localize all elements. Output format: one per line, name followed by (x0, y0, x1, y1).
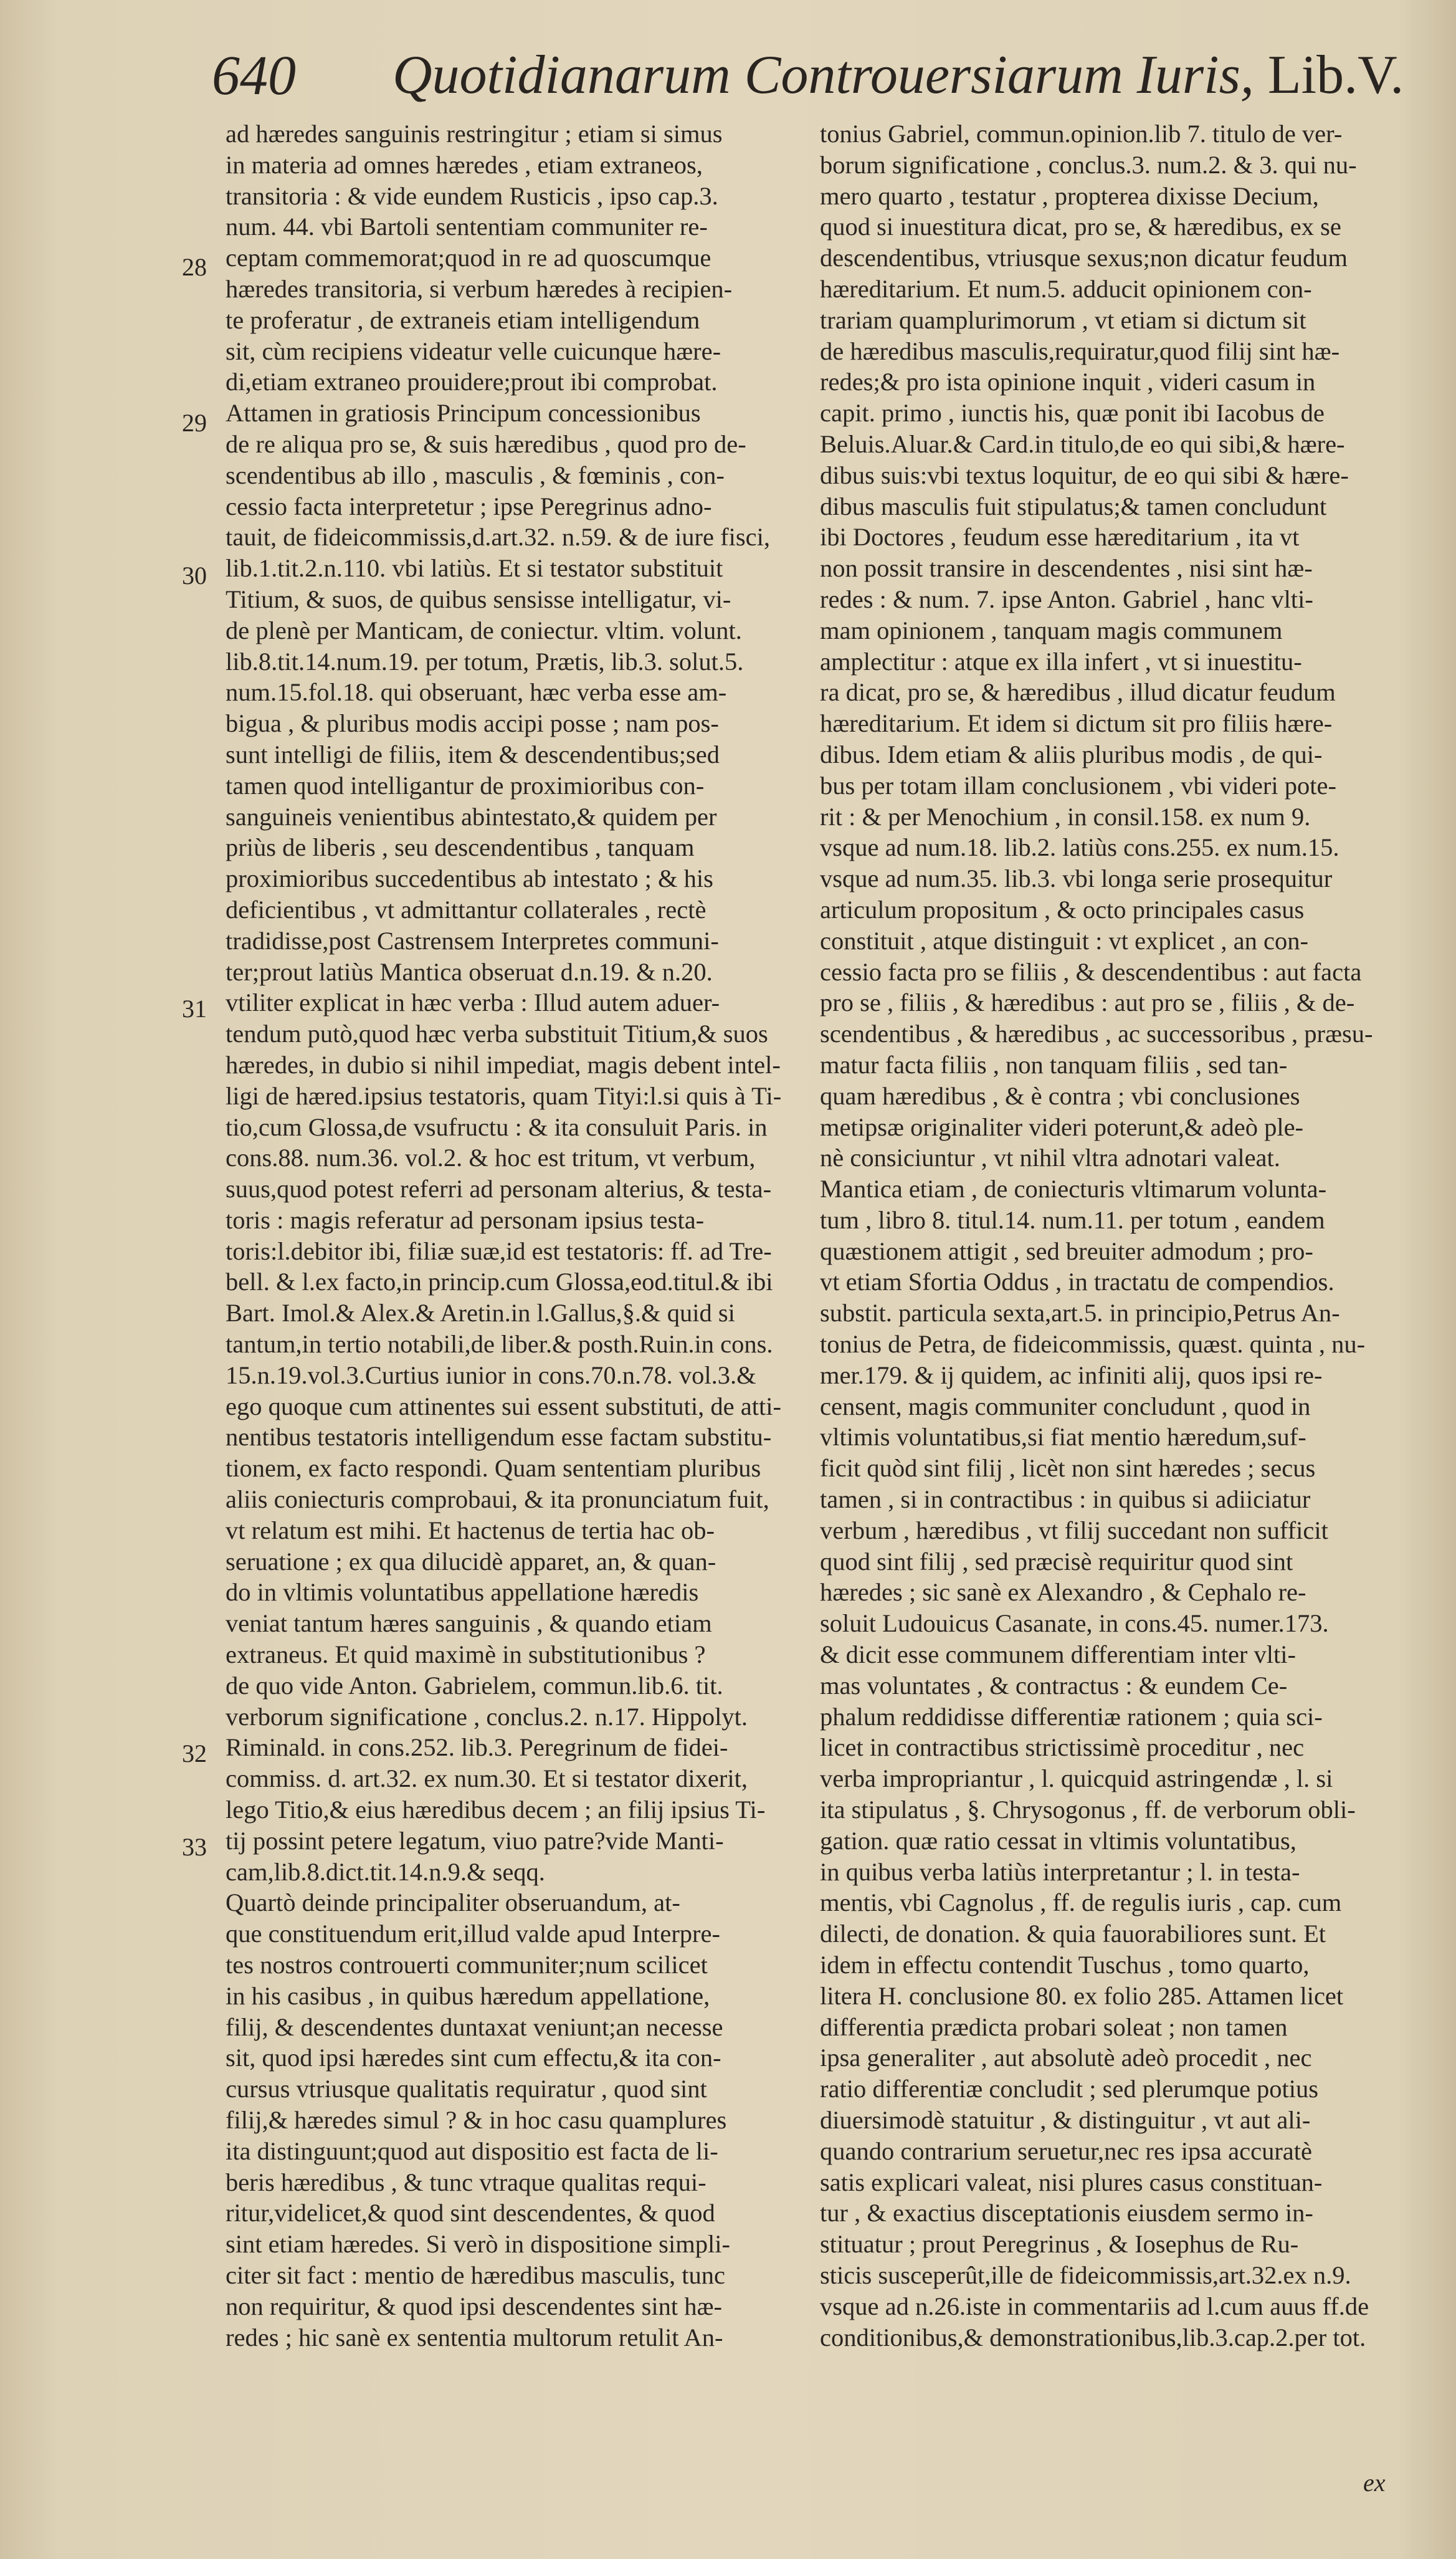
text-line: dibus masculis fuit stipulatus;& tamen concludunt (820, 492, 1327, 520)
text-line: licet in contractibus strictissimè proceditur , nec (820, 1733, 1305, 1762)
running-title (393, 44, 1404, 107)
text-line: transitoria : & vide eundem Rusticis , ipso cap.3. (226, 181, 718, 210)
text-line: Titium, & suos, de quibus sensisse intelligatur, vi- (226, 585, 731, 613)
text-line: scendentibus , & hæredibus , ac successoribus , præsu- (820, 1020, 1373, 1048)
text-line: quod sint filij , sed præcisè requiritur quod sint (820, 1547, 1293, 1576)
text-line: scendentibus ab illo , masculis , & fœminis , con- (226, 461, 725, 489)
text-line: vsque ad num.35. lib.3. vbi longa serie prosequitur (820, 864, 1333, 893)
left-text-column (226, 118, 817, 2353)
text-line: suus,quod potest referri ad personam alterius, & testa- (226, 1175, 772, 1203)
text-line: gation. quæ ratio cessat in vltimis voluntatibus, (820, 1826, 1297, 1855)
text-line: priùs de liberis , seu descendentibus , tanquam (226, 833, 695, 862)
text-line: mam opinionem , tanquam magis communem (820, 616, 1283, 644)
text-line: quod si inuestitura dicat, pro se, & hæredibus, ex se (820, 213, 1341, 241)
text-line: verba impropriantur , l. quicquid astringendæ , l. si (820, 1764, 1333, 1793)
book-number: Lib.V. (1267, 45, 1404, 105)
text-line: litera H. conclusione 80. ex folio 285. Attamen licet (820, 1981, 1344, 2010)
text-line: vsque ad num.18. lib.2. latiùs cons.255. ex num.15. (820, 833, 1339, 862)
text-line: toris:l.debitor ibi, filiæ suæ,id est testatoris: ff. ad Tre- (226, 1236, 772, 1265)
text-line: redes;& pro ista opinione inquit , videri casum in (820, 368, 1316, 396)
text-line: soluit Ludouicus Casanate, in cons.45. numer.173. (820, 1609, 1329, 1638)
text-line: non possit transire in descendentes , nisi sint hæ- (820, 554, 1313, 583)
margin-number: 30 (182, 562, 207, 590)
text-line: sit, quod ipsi hæredes sint cum effectu,& ita con- (226, 2044, 721, 2072)
text-line: vtiliter explicat in hæc verba : Illud autem aduer- (226, 988, 720, 1017)
text-line: tes nostros controuerti communiter;num scilicet (226, 1951, 708, 1979)
text-line: idem in effectu contendit Tuschus , tomo quarto, (820, 1951, 1310, 1979)
text-line: differentia prædicta probari soleat ; non tamen (820, 2012, 1288, 2041)
text-line: redes : & num. 7. ipse Anton. Gabriel , hanc vlti- (820, 585, 1313, 613)
text-line: tamen quod intelligantur de proximioribus con- (226, 771, 705, 800)
text-line: articulum propositum , & octo principales casus (820, 895, 1305, 924)
text-line: cessio facta pro se filiis , & descendentibus : aut facta (820, 957, 1362, 986)
text-line: tantum,in tertio notabili,de liber.& posth.Ruin.in cons. (226, 1330, 773, 1359)
text-line: borum significatione , conclus.3. num.2. & 3. qui nu- (820, 150, 1357, 179)
text-line: matur facta filiis , non tanquam filiis , sed tan- (820, 1050, 1288, 1079)
text-line: lib.8.tit.14.num.19. per totum, Prætis, lib.3. solut.5. (226, 647, 744, 676)
text-line: hæredes transitoria, si verbum hæredes à recipien- (226, 274, 733, 303)
text-line: ter;prout latiùs Mantica obseruat d.n.19. & n.20. (226, 957, 713, 986)
text-line: ceptam commemorat;quod in re ad quoscumque (226, 244, 711, 272)
text-line: tendum putò,quod hæc verba substituit Titium,& suos (226, 1020, 768, 1048)
text-line: tonius Gabriel, commun.opinion.lib 7. titulo de ver- (820, 120, 1343, 148)
text-line: 15.n.19.vol.3.Curtius iunior in cons.70.n.78. vol.3.& (226, 1361, 756, 1389)
text-line: lib.1.tit.2.n.110. vbi latiùs. Et si testator substituit (226, 554, 723, 583)
margin-number: 32 (182, 1739, 207, 1767)
text-line: bell. & l.ex facto,in princip.cum Glossa,eod.titul.& ibi (226, 1268, 773, 1296)
text-line: hæreditarium. Et num.5. adducit opinionem con- (820, 274, 1312, 303)
text-line: hæredes ; sic sanè ex Alexandro , & Cephalo re- (820, 1578, 1306, 1607)
text-line: vt relatum est mihi. Et hactenus de tertia hac ob- (226, 1516, 715, 1544)
text-line: metipsæ originaliter videri poterunt,& adeò ple- (820, 1112, 1304, 1141)
text-line: Riminald. in cons.252. lib.3. Peregrinum de fidei- (226, 1733, 728, 1762)
text-line: num. 44. vbi Bartoli sententiam communiter re- (226, 213, 708, 241)
text-line: non requiritur, & quod ipsi descendentes sint hæ- (226, 2292, 723, 2320)
text-line: ibi Doctores , feudum esse hæreditarium , ita vt (820, 523, 1300, 552)
text-line: tij possint petere legatum, viuo patre?vide Manti- (226, 1826, 724, 1855)
text-line: in quibus verba latiùs interpretantur ; l. in testa- (820, 1857, 1300, 1886)
text-line: in his casibus , in quibus hæredum appellatione, (226, 1981, 710, 2010)
text-line: vsque ad n.26.iste in commentariis ad l.cum auus ff.de (820, 2292, 1369, 2320)
text-line: satis explicari valeat, nisi plures casus constituan- (820, 2168, 1323, 2196)
running-title-text: Quotidianarum Controuersiarum Iuris, (393, 45, 1254, 105)
text-line: sit, cùm recipiens videatur velle cuicunque hære- (226, 337, 721, 365)
text-line: ego quoque cum attinentes sui essent substituti, de atti- (226, 1392, 781, 1420)
text-line: mentis, vbi Cagnolus , ff. de regulis iuris , cap. cum (820, 1888, 1342, 1917)
text-line: tradidisse,post Castrensem Interpretes communi- (226, 926, 719, 955)
text-line: de quo vide Anton. Gabrielem, commun.lib.6. tit. (226, 1671, 723, 1700)
text-line: filij,& hæredes simul ? & in hoc casu quamplures (226, 2106, 727, 2134)
margin-number: 28 (182, 253, 207, 281)
text-line: stituatur ; prout Peregrinus , & Iosephus de Ru- (820, 2230, 1299, 2259)
text-line: redes ; hic sanè ex sententia multorum retulit An- (226, 2323, 723, 2351)
text-line: proximioribus succedentibus ab intestato ; & his (226, 864, 713, 893)
text-line: tio,cum Glossa,de vsufructu : & ita consuluit Paris. in (226, 1112, 768, 1141)
margin-number: 33 (182, 1833, 207, 1861)
right-text-column (820, 118, 1412, 2353)
text-line: toris : magis referatur ad personam ipsius testa- (226, 1205, 705, 1234)
text-line: veniat tantum hæres sanguinis , & quando etiam (226, 1609, 712, 1638)
text-line: amplectitur : atque ex illa infert , vt si inuestitu- (820, 647, 1302, 676)
text-line: censent, magis communiter concludunt , quod in (820, 1392, 1311, 1420)
text-line: cessio facta interpretetur ; ipse Peregrinus adno- (226, 492, 712, 520)
text-line: sint etiam hæredes. Si verò in dispositione simpli- (226, 2230, 730, 2259)
text-line: beris hæredibus , & tunc vtraque qualitas requi- (226, 2168, 707, 2196)
text-line: filij, & descendentes duntaxat veniunt;an necesse (226, 2012, 723, 2041)
text-line: ra dicat, pro se, & hæredibus , illud dicatur feudum (820, 678, 1336, 707)
text-line: citer sit fact : mentio de hæredibus masculis, tunc (226, 2260, 725, 2289)
text-line: Quartò deinde principaliter obseruandum, at- (226, 1888, 680, 1917)
text-line: trariam quamplurimorum , vt etiam si dictum sit (820, 305, 1306, 334)
text-line: ita distinguunt;quod aut dispositio est facta de li- (226, 2136, 718, 2165)
text-line: mero quarto , testatur , propterea dixisse Decium, (820, 181, 1319, 210)
text-line: ritur,videlicet,& quod sint descendentes, & quod (226, 2199, 715, 2227)
text-line: verborum significatione , conclus.2. n.17. Hippolyt. (226, 1702, 748, 1731)
text-line: mas voluntates , & contractus : & eundem Ce- (820, 1671, 1288, 1700)
text-line: deficientibus , vt admittantur collaterales , rectè (226, 895, 707, 924)
text-line: que constituendum erit,illud valde apud Interpre- (226, 1920, 721, 1948)
text-line: rit : & per Menochium , in consil.158. ex num 9. (820, 802, 1311, 831)
text-line: Bart. Imol.& Alex.& Aretin.in l.Gallus,§.& quid si (226, 1299, 735, 1327)
text-line: aliis coniecturis comprobaui, & ita pronunciatum fuit, (226, 1485, 769, 1514)
text-line: dibus. Idem etiam & aliis pluribus modis , de qui- (820, 740, 1323, 768)
text-line: mer.179. & ij quidem, ac infiniti alij, quos ipsi re- (820, 1361, 1323, 1389)
text-line: descendentibus, vtriusque sexus;non dicatur feudum (820, 244, 1348, 272)
text-line: cam,lib.8.dict.tit.14.n.9.& seqq. (226, 1857, 545, 1886)
text-line: quam hæredibus , & è contra ; vbi conclusiones (820, 1081, 1300, 1110)
text-line: ita stipulatus , §. Chrysogonus , ff. de verborum obli- (820, 1796, 1356, 1824)
text-line: vt etiam Sfortia Oddus , in tractatu de compendios. (820, 1268, 1335, 1296)
text-line: hæreditarium. Et idem si dictum sit pro filiis hære- (820, 709, 1333, 738)
text-line: phalum reddidisse differentiæ rationem ; quia sci- (820, 1702, 1323, 1731)
text-line: sticis susceperût,ille de fideicommissis,art.32.ex n.9. (820, 2260, 1351, 2289)
text-line: pro se , filiis , & hæredibus : aut pro se , filiis , & de- (820, 988, 1355, 1017)
page-number: 640 (212, 45, 296, 107)
text-line: di,etiam extraneo prouidere;prout ibi comprobat. (226, 368, 718, 396)
text-line: Mantica etiam , de coniecturis vltimarum volunta- (820, 1175, 1327, 1203)
text-line: ficit quòd sint filij , licèt non sint hæredes ; secus (820, 1454, 1316, 1483)
text-line: quæstionem attigit , sed breuiter admodum ; pro- (820, 1236, 1313, 1265)
text-line: seruatione ; ex qua dilucidè apparet, an, & quan- (226, 1547, 716, 1576)
text-line: substit. particula sexta,art.5. in principio,Petrus An- (820, 1299, 1340, 1327)
text-line: in materia ad omnes hæredes , etiam extraneos, (226, 150, 703, 179)
text-line: cursus vtriusque qualitatis requiratur , quod sint (226, 2075, 707, 2103)
text-line: commiss. d. art.32. ex num.30. Et si testator dixerit, (226, 1764, 748, 1793)
text-line: nè consiciuntur , vt nihil vltra adnotari valeat. (820, 1144, 1280, 1172)
text-line: bigua , & pluribus modis accipi posse ; nam pos- (226, 709, 719, 738)
text-line: tonius de Petra, de fideicommissis, quæst. quinta , nu- (820, 1330, 1366, 1359)
text-line: bus per totam illam conclusionem , vbi videri pote- (820, 771, 1336, 800)
text-line: tur , & exactius disceptationis eiusdem sermo in- (820, 2199, 1313, 2227)
text-line: lego Titio,& eius hæredibus decem ; an filij ipsius Ti- (226, 1796, 766, 1824)
text-line: ligi de hæred.ipsius testatoris, quam Tityi:l.si quis à Ti- (226, 1081, 782, 1110)
text-line: quando contrarium seruetur,nec res ipsa accuratè (820, 2136, 1313, 2165)
text-line: num.15.fol.18. qui obseruant, hæc verba esse am- (226, 678, 727, 707)
margin-number: 29 (182, 409, 207, 437)
text-line: de plenè per Manticam, de coniectur. vltim. volunt. (226, 616, 742, 644)
text-line: verbum , hæredibus , vt filij succedant non sufficit (820, 1516, 1328, 1544)
text-line: tionem, ex facto respondi. Quam sententiam pluribus (226, 1454, 761, 1483)
text-line: dibus suis:vbi textus loquitur, de eo qui sibi & hære- (820, 461, 1349, 489)
text-line: sunt intelligi de filiis, item & descendentibus;sed (226, 740, 720, 768)
text-line: Attamen in gratiosis Principum concessionibus (226, 399, 701, 428)
text-line: conditionibus,& demonstrationibus,lib.3.cap.2.per tot. (820, 2323, 1366, 2351)
text-line: tum , libro 8. titul.14. num.11. per totum , eandem (820, 1205, 1325, 1234)
text-line: sanguineis venientibus abintestato,& quidem per (226, 802, 717, 831)
catchword: ex (1363, 2469, 1386, 2497)
text-line: & dicit esse communem differentiam inter vlti- (820, 1640, 1297, 1669)
text-line: de re aliqua pro se, & suis hæredibus , quod pro de- (226, 429, 746, 458)
text-line: tauit, de fideicommissis,d.art.32. n.59. & de iure fisci, (226, 523, 770, 552)
margin-number: 31 (182, 995, 207, 1023)
text-line: dilecti, de donation. & quia fauorabiliores sunt. Et (820, 1920, 1326, 1948)
text-line: nentibus testatoris intelligendum esse factam substitu- (226, 1423, 772, 1452)
text-line: extraneus. Et quid maximè in substitutionibus ? (226, 1640, 706, 1669)
text-line: Beluis.Aluar.& Card.in titulo,de eo qui sibi,& hære- (820, 429, 1345, 458)
page-header (187, 37, 1402, 112)
text-line: do in vltimis voluntatibus appellatione hæredis (226, 1578, 699, 1607)
text-line: diuersimodè statuitur , & distinguitur , vt aut ali- (820, 2106, 1311, 2134)
text-line: ad hæredes sanguinis restringitur ; etiam si simus (226, 120, 723, 148)
text-line: de hæredibus masculis,requiratur,quod filij sint hæ- (820, 337, 1340, 365)
text-line: ipsa generaliter , aut absolutè adeò procedit , nec (820, 2044, 1312, 2072)
text-line: ratio differentiæ concludit ; sed plerumque potius (820, 2075, 1319, 2103)
text-line: hæredes, in dubio si nihil impediat, magis debent intel- (226, 1050, 781, 1079)
text-line: cons.88. num.36. vol.2. & hoc est tritum, vt verbum, (226, 1144, 756, 1172)
text-line: constituit , atque distinguit : vt explicet , an con- (820, 926, 1308, 955)
text-line: te proferatur , de extraneis etiam intelligendum (226, 305, 700, 334)
text-line: vltimis voluntatibus,si fiat mentio hæredum,suf- (820, 1423, 1306, 1452)
text-line: tamen , si in contractibus : in quibus si adiiciatur (820, 1485, 1311, 1514)
text-line: capit. primo , iunctis his, quæ ponit ibi Iacobus de (820, 399, 1325, 428)
